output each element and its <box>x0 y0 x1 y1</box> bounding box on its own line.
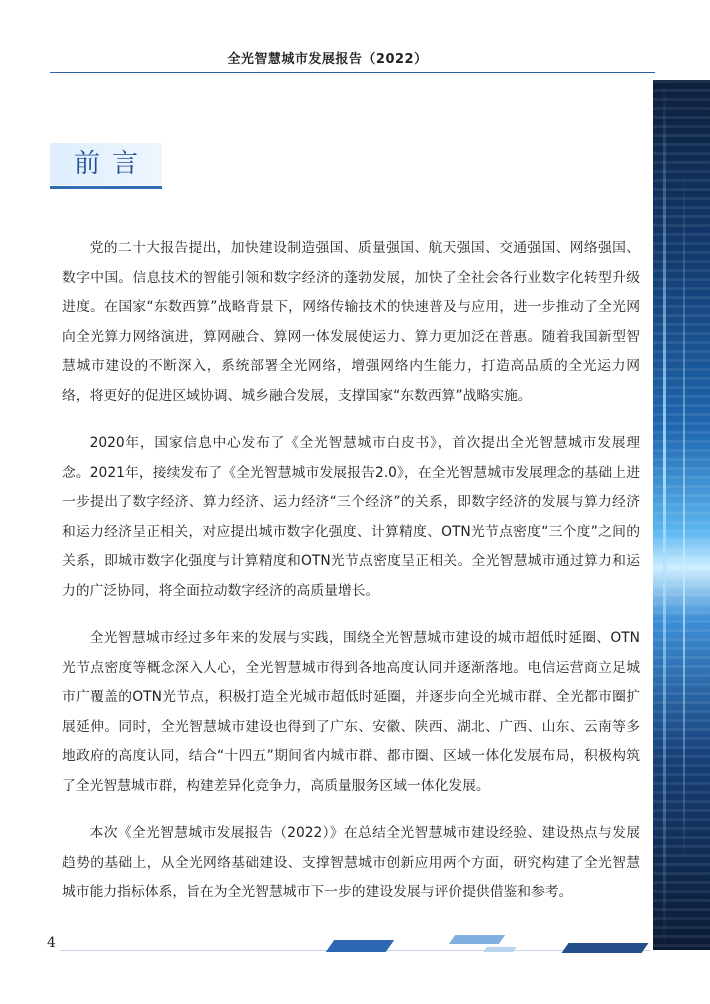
footer-decor-shape <box>561 943 648 953</box>
paragraph-2: 2020年，国家信息中心发布了《全光智慧城市白皮书》，首次提出全光智慧城市发展理念。2021年，接续发布了《全光智慧城市发展报告2.0》，在全光智慧城市发展理念的基础上进一步提出了数字经济、算力经济、运力经济“三个经济”的关系，即数字经济的发展与算力经济和运力经济呈正相关，对应提出城市数字化强度、计算精度、OTN光节点密度“三个度”之间的关系，即城市数字化强度与计算精度和OTN光节点密度呈正相关。全光智慧城市通过算力和运力的广泛协同，将全面拉动数字经济的高质量增长。 <box>62 435 640 599</box>
body-text <box>62 234 640 926</box>
running-header: 全光智慧城市发展报告（2022） <box>227 52 428 67</box>
section-title: 前言 <box>73 149 150 179</box>
paragraph-4: 本次《全光智慧城市发展报告（2022）》在总结全光智慧城市建设经验、建设热点与发展趋势的基础上，从全光网络基础建设、支撑智慧城市创新应用两个方面，研究构建了全光智慧城市能力指标体系，旨在为全光智慧城市下一步的建设发展与评价提供借鉴和参考。 <box>62 825 640 900</box>
page-number: 4 <box>47 935 56 951</box>
section-title-underline <box>50 186 162 189</box>
paragraph-3: 全光智慧城市经过多年来的发展与实践，围绕全光智慧城市建设的城市超低时延圈、OTN光节点密度等概念深入人心，全光智慧城市得到各地高度认同并逐渐落地。电信运营商立足城市广覆盖的OTN光节点，积极打造全光城市超低时延圈，并逐步向全光城市群、全光都市圈扩展延伸。同时，全光智慧城市建设也得到了广东、安徽、陕西、湖北、广西、山东、云南等多地政府的高度认同，结合“十四五”期间省内城市群、都市圈、区域一体化发展布局，积极构筑了全光智慧城市群，构建差异化竞争力，高质量服务区域一体化发展。 <box>62 630 640 794</box>
footer-decor-shape <box>483 947 517 952</box>
footer-decor-shape <box>449 935 505 944</box>
header-divider <box>50 72 655 73</box>
decorative-side-image <box>653 80 710 950</box>
paragraph-1: 党的二十大报告提出，加快建设制造强国、质量强国、航天强国、交通强国、网络强国、数字中国。信息技术的智能引领和数字经济的蓬勃发展，加快了全社会各行业数字化转型升级进度。在国家“东数西算”战略背景下，网络传输技术的快速普及与应用，进一步推动了全光网向全光算力网络演进，算网融合、算网一体发展使运力、算力更加泛在普惠。随着我国新型智慧城市建设的不断深入，系统部署全光网络，增强网络内生能力，打造高品质的全光运力网络，将更好的促进区域协调、城乡融合发展，支撑国家“东数西算”战略实施。 <box>62 240 640 404</box>
footer-decor-shape <box>326 940 394 952</box>
